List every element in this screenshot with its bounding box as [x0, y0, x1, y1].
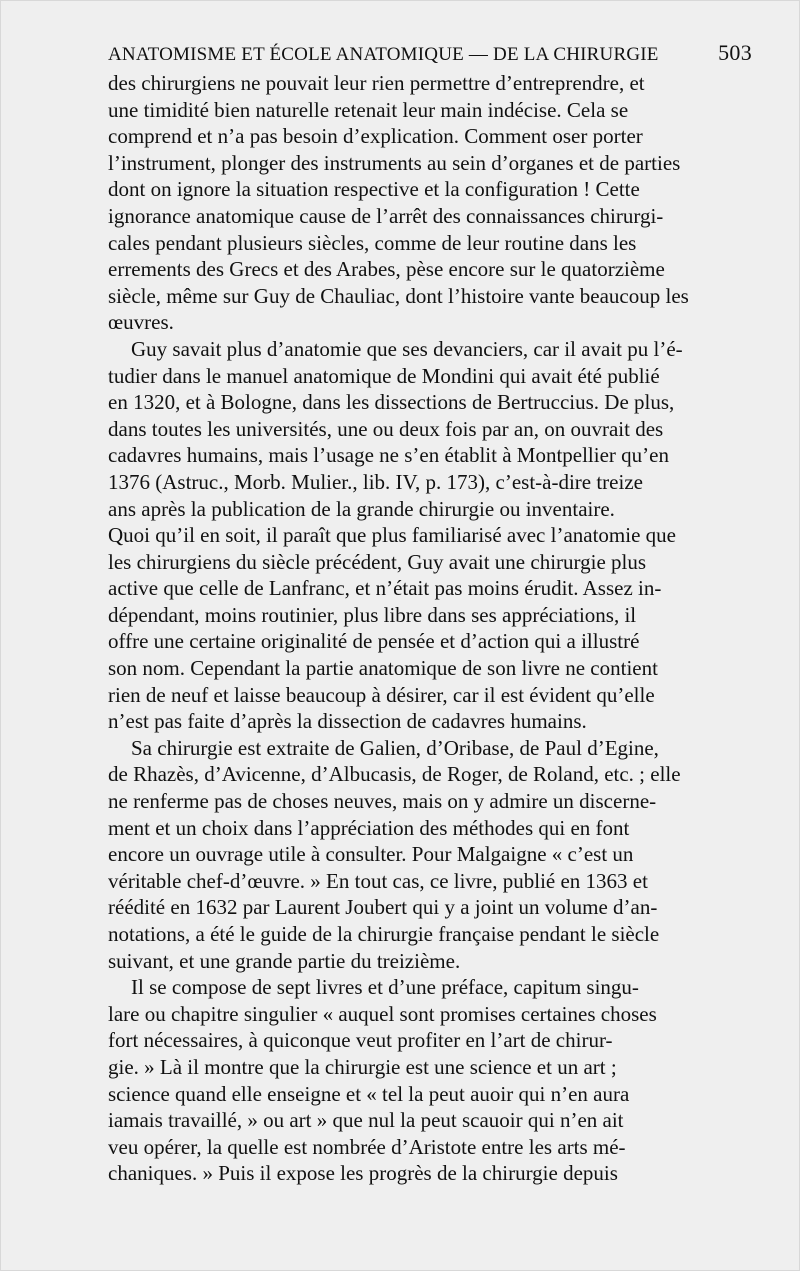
page-body-text: [108, 70, 752, 1187]
text-line: encore un ouvrage utile à consulter. Pour Malgaigne « c’est un: [108, 842, 634, 867]
text-line: chaniques. » Puis il expose les progrès de la chirurgie depuis: [108, 1161, 618, 1186]
text-line: en 1320, et à Bologne, dans les dissections de Bertruccius. De plus,: [108, 390, 675, 415]
text-line: ans après la publication de la grande chirurgie ou inventaire.: [108, 496, 615, 521]
text-line: n’est pas faite d’après la dissection de cadavres humains.: [108, 709, 587, 734]
text-line: iamais travaillé, » ou art » que nul la peut scauoir qui n’en ait: [108, 1108, 624, 1133]
text-line: véritable chef-d’œuvre. » En tout cas, ce livre, publié en 1363 et: [108, 868, 648, 893]
text-line: tudier dans le manuel anatomique de Mondini qui avait été publié: [108, 363, 660, 388]
running-title: ANATOMISME ET ÉCOLE ANATOMIQUE — DE LA CHIRURGIE: [108, 44, 659, 65]
text-line: fort nécessaires, à quiconque veut profiter en l’art de chirur-: [108, 1028, 613, 1053]
text-line: rien de neuf et laisse beaucoup à désirer, car il est évident qu’elle: [108, 682, 655, 707]
text-line: veu opérer, la quelle est nombrée d’Aristote entre les arts mé-: [108, 1134, 626, 1159]
text-line: ignorance anatomique cause de l’arrêt des connaissances chirurgi-: [108, 203, 664, 228]
text-line: dont on ignore la situation respective et la configuration ! Cette: [108, 177, 640, 202]
text-line: de Rhazès, d’Avicenne, d’Albucasis, de Roger, de Roland, etc. ; elle: [108, 762, 681, 787]
text-line: 1376 (Astruc., Morb. Mulier., lib. IV, p. 173), c’est-à-dire treize: [108, 469, 643, 494]
text-line: lare ou chapitre singulier « auquel sont promises certaines choses: [108, 1001, 657, 1026]
running-header: [108, 40, 752, 68]
paragraph-first-line: Il se compose de sept livres et d’une préface, capitum singu-: [131, 975, 639, 1000]
text-line: suivant, et une grande partie du treizième.: [108, 948, 461, 973]
text-line: œuvres.: [108, 310, 174, 335]
text-line: notations, a été le guide de la chirurgie française pendant le siècle: [108, 922, 660, 946]
text-line: comprend et n’a pas besoin d’explication. Comment oser porter: [108, 124, 643, 149]
text-line: gie. » Là il montre que la chirurgie est une science et un art ;: [108, 1054, 617, 1079]
text-line: siècle, même sur Guy de Chauliac, dont l’histoire vante beaucoup les: [108, 283, 689, 308]
text-line: active que celle de Lanfranc, et n’était pas moins érudit. Assez in-: [108, 576, 662, 601]
page-number: 503: [718, 40, 752, 65]
paragraph-first-line: Sa chirurgie est extraite de Galien, d’Oribase, de Paul d’Egine,: [131, 735, 659, 760]
text-line: son nom. Cependant la partie anatomique de son livre ne contient: [108, 656, 658, 681]
text-line: des chirurgiens ne pouvait leur rien permettre d’entreprendre, et: [108, 71, 645, 95]
text-line: une timidité bien naturelle retenait leur main indécise. Cela se: [108, 97, 629, 122]
text-line: cales pendant plusieurs siècles, comme de leur routine dans les: [108, 230, 637, 255]
text-line: errements des Grecs et des Arabes, pèse encore sur le quatorzième: [108, 257, 665, 282]
text-line: cadavres humains, mais l’usage ne s’en établit à Montpellier qu’en: [108, 443, 669, 468]
paragraph-first-line: Guy savait plus d’anatomie que ses devanciers, car il avait pu l’é-: [131, 336, 683, 361]
text-line: science quand elle enseigne et « tel la peut auoir qui n’en aura: [108, 1081, 630, 1106]
text-line: l’instrument, plonger des instruments au sein d’organes et de parties: [108, 150, 681, 175]
text-line: ment et un choix dans l’appréciation des méthodes qui en font: [108, 815, 630, 840]
text-line: réédité en 1632 par Laurent Joubert qui y a joint un volume d’an-: [108, 895, 658, 920]
text-line: Quoi qu’il en soit, il paraît que plus familiarisé avec l’anatomie que: [108, 523, 676, 548]
text-line: offre une certaine originalité de pensée et d’action qui a illustré: [108, 629, 640, 654]
text-line: dans toutes les universités, une ou deux fois par an, on ouvrait des: [108, 416, 664, 441]
text-line: dépendant, moins routinier, plus libre dans ses appréciations, il: [108, 602, 637, 627]
text-line: ne renferme pas de choses neuves, mais on y admire un discerne-: [108, 789, 657, 814]
text-line: les chirurgiens du siècle précédent, Guy avait une chirurgie plus: [108, 549, 647, 574]
